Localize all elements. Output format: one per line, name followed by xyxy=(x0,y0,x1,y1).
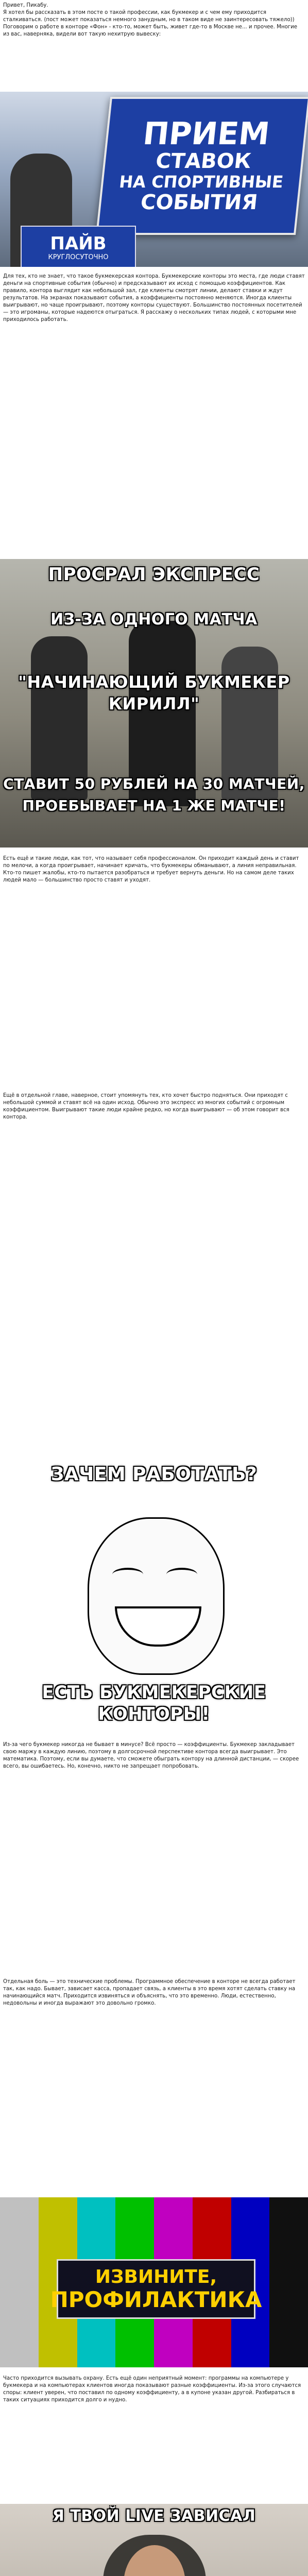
face-eye xyxy=(166,1568,197,1581)
meme-caption-top: ПРОСРАЛ ЭКСПРЕСС xyxy=(48,564,260,585)
meme-caption-bottom-2: КИРИЛЛ" xyxy=(108,694,200,714)
post-intro-text: Привет, Пикабу. Я хотел бы рассказать в этом посте о такой профессии, как букмекер и с чем ему приходится сталкиваться. (пост может показаться немного занудным, но в таком виде не заинтересовать тяжело)) Поговорим о работе в конторе «Фон» - кто-то, может быть, живет где-то в Москве не... и прочее. Многие из вас, наверняка, видели вот такую нехитрую вывеску: xyxy=(3,3,298,37)
post-paragraph-5: Отдельная боль — это технические проблемы. Программное обеспечение в конторе не всегда работает так, как надо. Бывает, зависает касса, пропадает связь, а клиенты в это время хотят сделать ставку на начинающийся матч. Приходится извиняться и объяснять, что это временно. Люди, естественно, недовольны и иногда выражают это довольно громко. xyxy=(3,1979,297,2006)
sign-line-1: ПРИЕМ xyxy=(141,116,271,152)
meme-caption-line-1: СТАВИТ 50 РУБЛЕЙ НА 30 МАТЧЕЙ, xyxy=(3,775,305,792)
shop-name: ПАЙВ xyxy=(50,233,107,254)
maintenance-line-2: ПРОФИЛАКТИКА xyxy=(50,2287,262,2312)
shop-hours: КРУГЛОСУТОЧНО xyxy=(48,253,109,261)
sign-line-2: СТАВОК xyxy=(155,149,252,173)
meme-caption-top: Я ТВОЙ LIVE ЗАВИСАЛ xyxy=(52,2507,256,2525)
post-paragraph-2: Есть ещё и такие люди, как тот, что называет себя профессионалом. Он приходит каждый день и ставит по мелочи, а когда проигрывает, начинает кричать, что букмекеры обманывают, а линия неправильная. Кто-то пишет жалобы, кто-то пытается разобраться и требует вернуть деньги. Но на самом деле таких людей мало — большинство просто ставят и уходят. xyxy=(3,856,301,883)
sign-line-4: СОБЫТИЯ xyxy=(139,191,259,214)
test-pattern-image xyxy=(0,2197,308,2367)
sign-line-3: НА СПОРТИВНЫЕ xyxy=(118,172,284,192)
meme-caption-line-2: ПРОЕБЫВАЕТ НА 1 ЖЕ МАТЧЕ! xyxy=(22,797,286,814)
meme-caption-middle: ИЗ-ЗА ОДНОГО МАТЧА xyxy=(50,611,258,629)
live-freeze-meme xyxy=(0,2504,308,2576)
face-eye xyxy=(112,1568,143,1581)
maintenance-sign xyxy=(50,2259,262,2319)
post-paragraph-3: Ещё в отдельной главе, наверное, стоит упомянуть тех, кто хочет быстро подняться. Они приходят с небольшой суммой и ставят всё на один исход. Обычно это экспресс из многих событий с огромным коэффициентом. Выигрывают такие люди крайне редко, но когда выигрывают — об этом говорит вся контора. xyxy=(3,1093,291,1120)
rage-face-meme xyxy=(0,1461,308,1734)
betting-shop-photo xyxy=(0,92,308,267)
maintenance-line-1: ИЗВИНИТЕ, xyxy=(95,2266,217,2287)
meme-caption-top: ЗАЧЕМ РАБОТАТЬ? xyxy=(50,1464,258,1485)
meme-caption-bottom-1: ЕСТЬ БУКМЕКЕРСКИЕ xyxy=(42,1682,266,1703)
post-paragraph-6: Часто приходится вызывать охрану. Есть ещё один неприятный момент: программы на компьютере у букмекера и на компьютерах клиентов иногда показывают разные коэффициенты. Из-за этого случаются споры: клиент уверен, что поставил по одному коэффициенту, а в купоне указан другой. Разбираться в таких ситуациях приходится долго и нудно. xyxy=(3,2376,303,2403)
post-paragraph-4: Из-за чего букмекер никогда не бывает в минусе? Всё просто — коэффициенты. Букмекер закладывает свою маржу в каждую линию, поэтому в долгосрочной перспективе контора всегда выигрывает. Это математика. Поэтому, если вы думаете, что сможете обыграть контору на длинной дистанции, — скорее всего, вы ошибаетесь. Но, конечно, никто не запрещает попробовать. xyxy=(3,1742,301,1769)
meme-caption-bottom-1: "НАЧИНАЮЩИЙ БУКМЕКЕР xyxy=(18,672,290,692)
post-paragraph-1: Для тех, кто не знает, что такое букмекерская контора. Букмекерские конторы это места, где люди ставят деньги на спортивные события (обычно) и предсказывают их исход с помощью коэффициентов. Как правило, контора выглядит как небольшой зал, где клиенты смотрят линии, делают ставки и ждут результатов. На экранах показывают события, а коэффициенты постоянно меняются. Иногда клиенты выигрывают, но чаще проигрывают, поэтому конторы существуют. Большинство постоянных посетителей — это игроманы, которые надеются отыграться. Я расскажу о нескольких типах людей, с которыми мне приходилось работать. xyxy=(3,274,306,323)
betting-sign xyxy=(96,97,308,235)
fight-meme-photo xyxy=(0,559,308,848)
meme-caption-bottom-2: КОНТОРЫ! xyxy=(98,1704,210,1724)
shop-sign xyxy=(21,226,136,267)
rage-face xyxy=(88,1517,225,1675)
face-mouth xyxy=(115,1606,201,1647)
